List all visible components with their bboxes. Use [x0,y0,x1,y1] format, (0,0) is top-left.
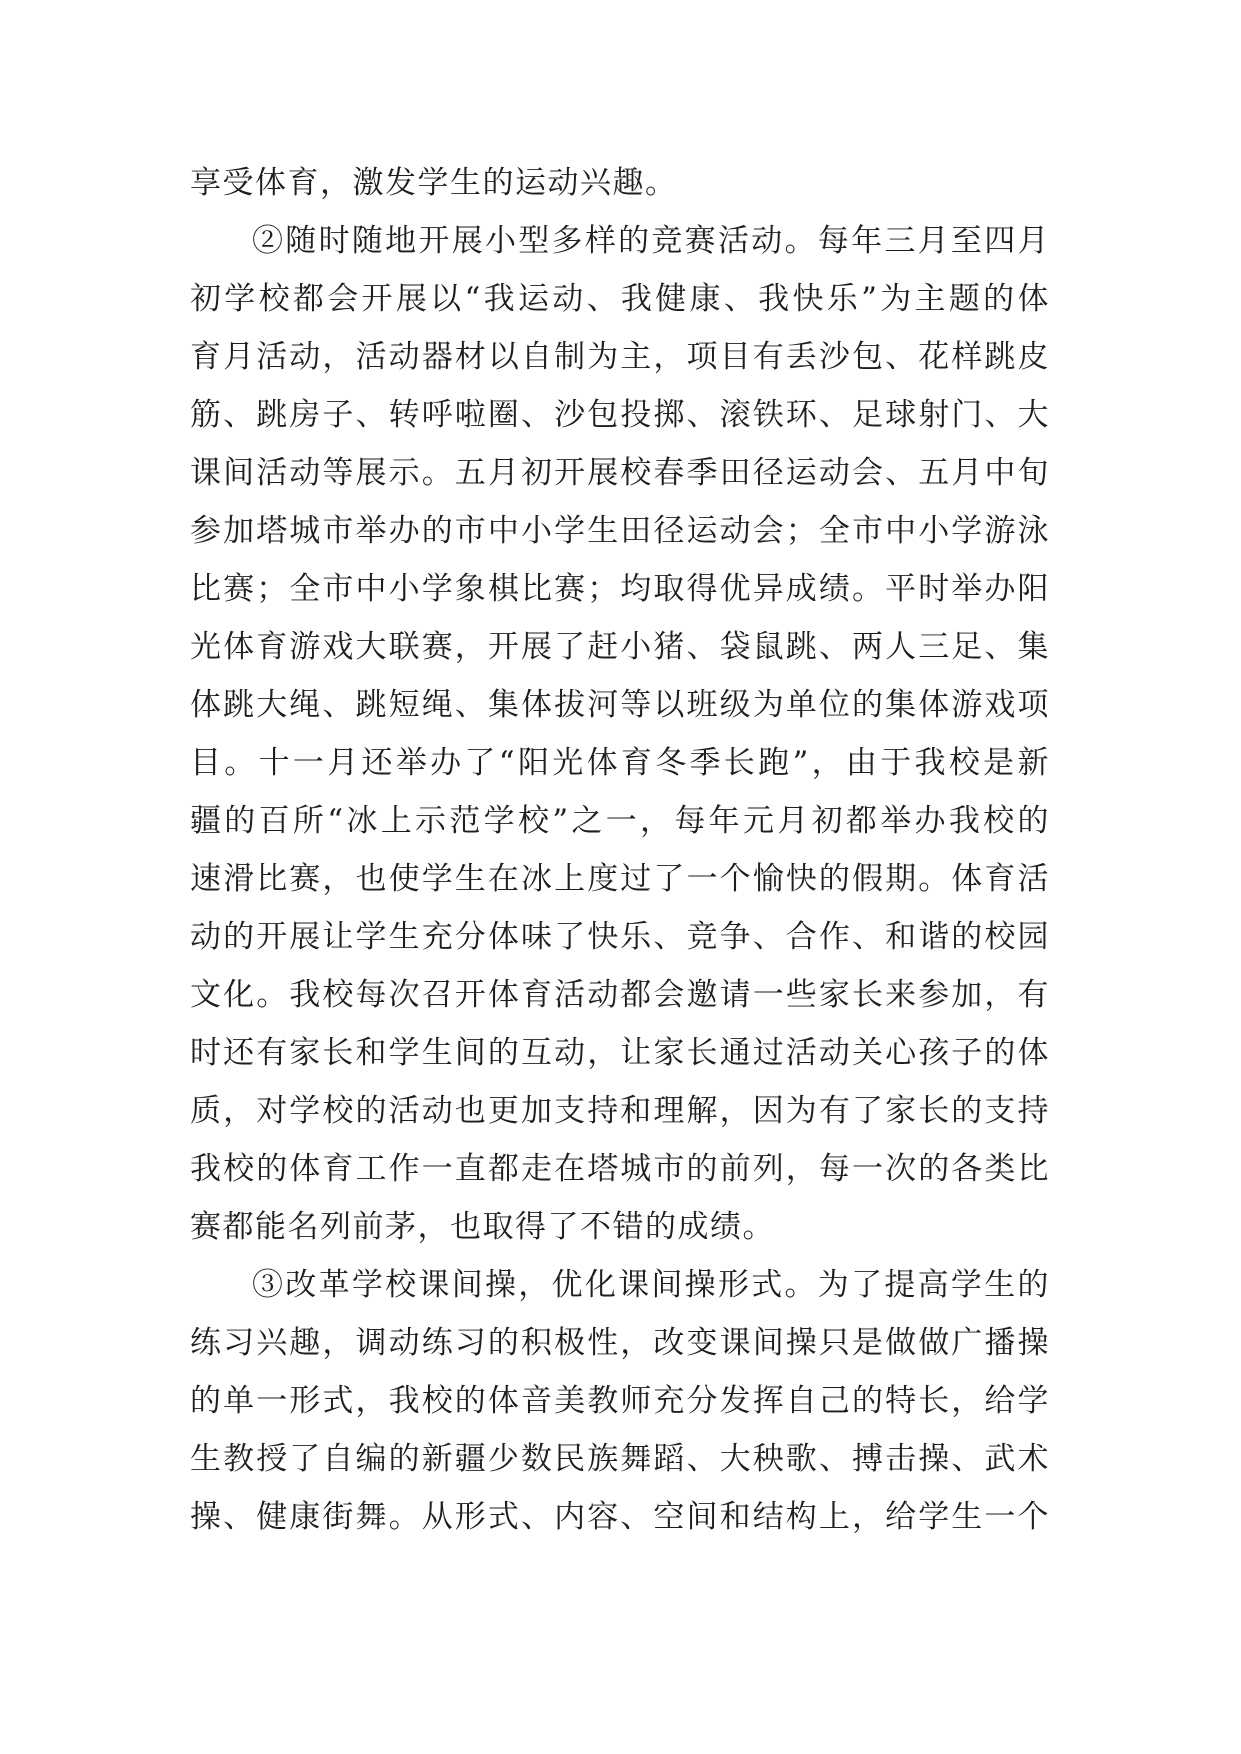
text-line: 初学校都会开展以“我运动、我健康、我快乐”为主题的体 [190,281,1050,317]
text-line: 生教授了自编的新疆少数民族舞蹈、大秧歌、搏击操、武术 [190,1441,1050,1477]
text-line: 筋、跳房子、转呼啦圈、沙包投掷、滚铁环、足球射门、大 [190,397,1050,433]
text-line: 体跳大绳、跳短绳、集体拔河等以班级为单位的集体游戏项 [190,687,1050,723]
text-line: 操、健康街舞。从形式、内容、空间和结构上，给学生一个 [190,1499,1050,1535]
text-line: 疆的百所“冰上示范学校”之一，每年元月初都举办我校的 [190,803,1050,839]
text-line: 课间活动等展示。五月初开展校春季田径运动会、五月中旬 [190,455,1050,491]
text-line: 参加塔城市举办的市中小学生田径运动会；全市中小学游泳 [190,513,1050,549]
text-line: 目。十一月还举办了“阳光体育冬季长跑”，由于我校是新 [190,745,1050,781]
text-line: 享受体育，激发学生的运动兴趣。 [190,165,678,201]
text-line: 的单一形式，我校的体音美教师充分发挥自己的特长，给学 [190,1383,1050,1419]
text-line: 文化。我校每次召开体育活动都会邀请一些家长来参加，有 [190,977,1050,1013]
text-line: 动的开展让学生充分体味了快乐、竞争、合作、和谐的校园 [190,919,1050,955]
text-line: 练习兴趣，调动练习的积极性，改变课间操只是做做广播操 [190,1325,1050,1361]
text-line: 比赛；全市中小学象棋比赛；均取得优异成绩。平时举办阳 [190,571,1050,607]
text-line: 质，对学校的活动也更加支持和理解，因为有了家长的支持 [190,1093,1050,1129]
text-line: 我校的体育工作一直都走在塔城市的前列，每一次的各类比 [190,1151,1050,1187]
paragraph-start-line: ③改革学校课间操，优化课间操形式。为了提高学生的 [252,1267,1050,1303]
text-line: 时还有家长和学生间的互动，让家长通过活动关心孩子的体 [190,1035,1050,1071]
text-line: 育月活动，活动器材以自制为主，项目有丢沙包、花样跳皮 [190,339,1050,375]
paragraph-start-line: ②随时随地开展小型多样的竞赛活动。每年三月至四月 [252,223,1050,259]
text-line: 赛都能名列前茅，也取得了不错的成绩。 [190,1209,775,1245]
text-line: 速滑比赛，也使学生在冰上度过了一个愉快的假期。体育活 [190,861,1050,897]
text-line: 光体育游戏大联赛，开展了赶小猪、袋鼠跳、两人三足、集 [190,629,1050,665]
body-text [190,154,1050,1546]
